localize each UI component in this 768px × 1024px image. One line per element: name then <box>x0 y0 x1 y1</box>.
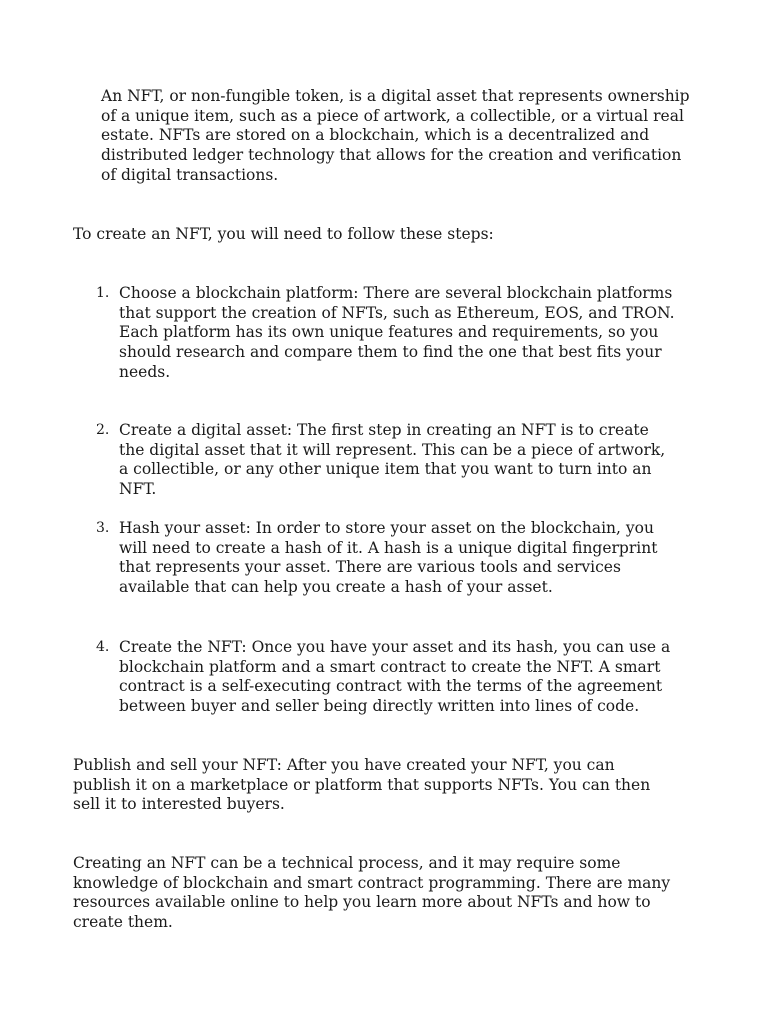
closing-paragraph: Creating an NFT can be a technical process, and it may require some knowledge of blockchain and smart contract programming. There are many resources available online to help you learn more about NFTs and how to create them. <box>73 854 671 932</box>
list-item <box>96 284 676 383</box>
list-item-number: 2. <box>96 422 110 438</box>
list-item <box>96 519 676 598</box>
list-item-number: 3. <box>96 520 110 536</box>
steps-lead-paragraph: To create an NFT, you will need to follow these steps: <box>73 225 494 243</box>
intro-paragraph: An NFT, or non-fungible token, is a digital asset that represents ownership of a unique item, such as a piece of artwork, a collectible, or a virtual real estate. NFTs are stored on a blockchain, which is a decentralized and distributed ledger technology that allows for the creation and verification of digital transactions. <box>101 87 690 184</box>
list-item-number: 1. <box>96 285 110 301</box>
list-item <box>96 638 676 717</box>
list-item <box>96 421 676 500</box>
list-item-text: Create the NFT: Once you have your asset and its hash, you can use a blockchain platform and a smart contract to create the NFT. A smart contract is a self-executing contract with the terms of the agreement between buyer and seller being directly written into lines of code. <box>119 638 671 716</box>
list-item-text: Hash your asset: In order to store your asset on the blockchain, you will need to create a hash of it. A hash is a unique digital fingerprint that represents your asset. There are various tools and services available that can help you create a hash of your asset. <box>119 519 658 597</box>
publish-paragraph: Publish and sell your NFT: After you have created your NFT, you can publish it on a marketplace or platform that supports NFTs. You can then sell it to interested buyers. <box>73 756 651 814</box>
list-item-number: 4. <box>96 639 110 655</box>
list-item-text: Create a digital asset: The first step in creating an NFT is to create the digital asset that it will represent. This can be a piece of artwork, a collectible, or any other unique item that you want to turn into an NFT. <box>119 421 666 499</box>
list-item-text: Choose a blockchain platform: There are several blockchain platforms that support the creation of NFTs, such as Ethereum, EOS, and TRON. Each platform has its own unique features and requirements, so you should research and compare them to find the one that best fits your needs. <box>119 284 675 381</box>
